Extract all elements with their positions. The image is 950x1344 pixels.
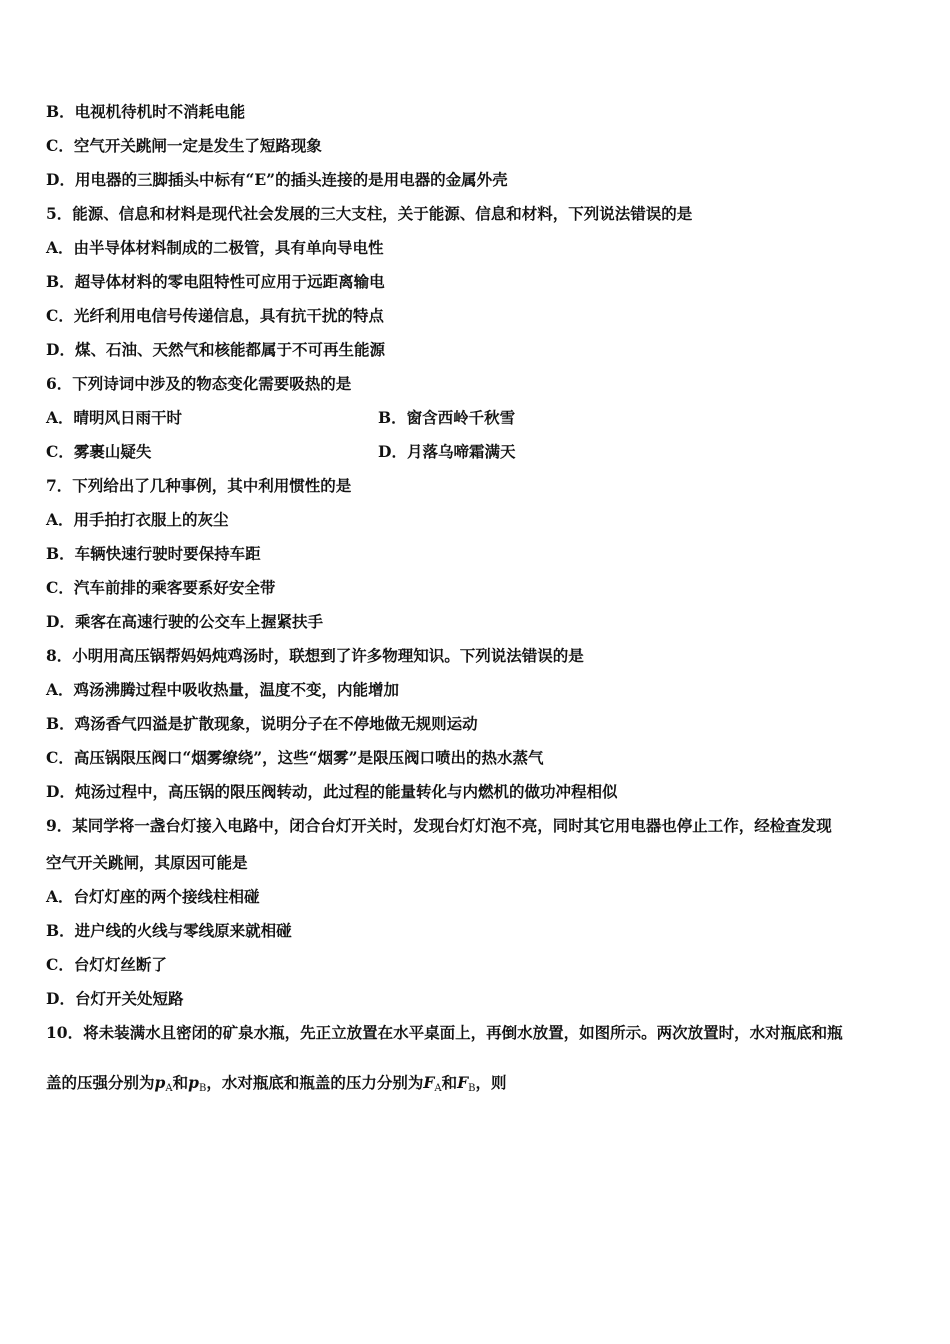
q6-option-b: B．窗含西岭千秋雪 — [378, 408, 516, 427]
q8-option-b: B．鸡汤香气四溢是扩散现象，说明分子在不停地做无规则运动 — [46, 714, 478, 733]
q9-option-d: D．台灯开关处短路 — [46, 989, 184, 1008]
q5-option-d: D．煤、石油、天然气和核能都属于不可再生能源 — [46, 340, 385, 359]
var-f-a: F — [423, 1073, 435, 1092]
q7-option-b: B．车辆快速行驶时要保持车距 — [46, 544, 261, 563]
q6-option-row-1 — [46, 408, 182, 428]
q8-option-c: C．高压锅限压阀口“烟雾缭绕”，这些“烟雾”是限压阀口喷出的热水蒸气 — [46, 748, 544, 767]
var-p-a: p — [154, 1073, 166, 1092]
q5-stem: 5．能源、信息和材料是现代社会发展的三大支柱，关于能源、信息和材料，下列说法错误的是 — [46, 204, 693, 223]
q6-option-c: C．雾裹山疑失 — [46, 442, 152, 461]
q10-stem-line-1: 10．将未装满水且密闭的矿泉水瓶，先正立放置在水平桌面上，再倒水放置，如图所示。两次放置时，水对瓶底和瓶 — [46, 1023, 843, 1042]
q10-text-end: ，则 — [475, 1073, 507, 1092]
sub-a-2: A — [434, 1083, 442, 1094]
sub-b: B — [198, 1083, 207, 1094]
q6-option-d: D．月落乌啼霜满天 — [378, 442, 516, 461]
q6-stem: 6．下列诗词中涉及的物态变化需要吸热的是 — [46, 374, 352, 393]
q6-option-a: A．晴明风日雨干时 — [46, 408, 183, 427]
q10-text-mid: ，水对瓶底和瓶盖的压力分别为 — [206, 1073, 424, 1092]
q5-option-a: A．由半导体材料制成的二极管，具有单向导电性 — [46, 238, 384, 257]
q9-option-c: C．台灯灯丝断了 — [46, 955, 167, 974]
sub-a: A — [165, 1083, 173, 1094]
q7-option-a: A．用手拍打衣服上的灰尘 — [46, 510, 229, 529]
q10-and-2: 和 — [441, 1073, 458, 1092]
q8-option-a: A．鸡汤沸腾过程中吸收热量，温度不变，内能增加 — [46, 680, 400, 699]
var-f-b: F — [457, 1073, 469, 1092]
sub-b-2: B — [468, 1083, 476, 1094]
var-p-b: p — [188, 1073, 199, 1092]
q10-and-1: 和 — [172, 1073, 189, 1092]
q4-option-d: D．用电器的三脚插头中标有“E”的插头连接的是用电器的金属外壳 — [46, 170, 508, 189]
q9-option-b: B．进户线的火线与零线原来就相碰 — [46, 921, 292, 940]
q8-stem: 8．小明用高压锅帮妈妈炖鸡汤时，联想到了许多物理知识。下列说法错误的是 — [46, 646, 584, 665]
q7-option-d: D．乘客在高速行驶的公交车上握紧扶手 — [46, 612, 323, 631]
q7-option-c: C．汽车前排的乘客要系好安全带 — [46, 578, 276, 597]
q5-option-c: C．光纤利用电信号传递信息，具有抗干扰的特点 — [46, 306, 384, 325]
q4-option-c: C．空气开关跳闸一定是发生了短路现象 — [46, 136, 322, 155]
q6-option-row-2 — [46, 442, 151, 462]
q4-option-b: B．电视机待机时不消耗电能 — [46, 102, 246, 121]
q10-text-pre: 盖的压强分别为 — [46, 1073, 155, 1092]
q8-option-d: D．炖汤过程中，高压锅的限压阀转动，此过程的能量转化与内燃机的做功冲程相似 — [46, 782, 618, 801]
q7-stem: 7．下列给出了几种事例，其中利用惯性的是 — [46, 476, 352, 495]
q10-stem-line-2 — [46, 1073, 506, 1099]
q9-stem-line-2: 空气开关跳闸，其原因可能是 — [46, 853, 248, 872]
q9-stem-line-1: 9．某同学将一盏台灯接入电路中，闭合台灯开关时，发现台灯灯泡不亮，同时其它用电器也停止工作，经检查发现 — [46, 816, 832, 835]
q9-option-a: A．台灯灯座的两个接线柱相碰 — [46, 887, 260, 906]
q5-option-b: B．超导体材料的零电阻特性可应用于远距离输电 — [46, 272, 385, 291]
